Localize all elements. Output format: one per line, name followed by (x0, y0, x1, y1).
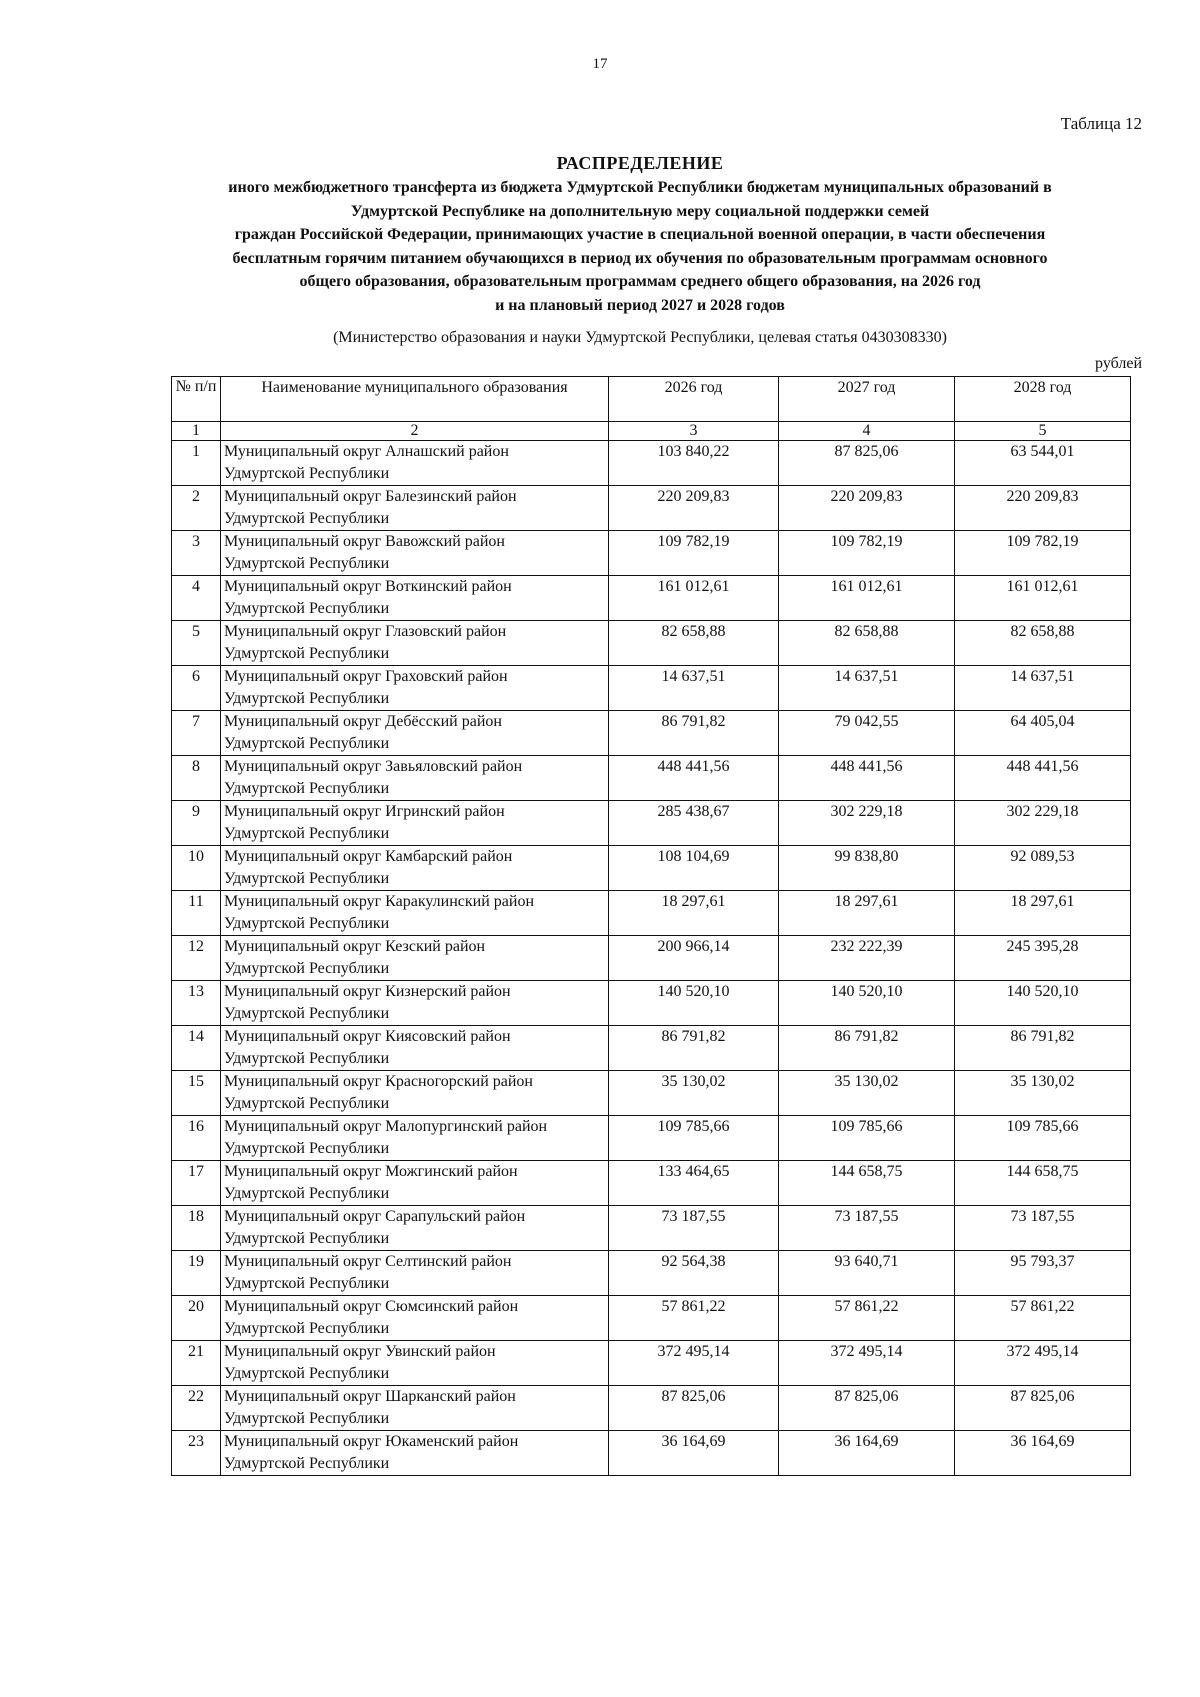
municipality-region-line: Удмуртской Республики (224, 1005, 390, 1022)
municipality-region-line: Удмуртской Республики (224, 735, 390, 752)
municipality-name (221, 666, 609, 711)
table-row (172, 756, 1131, 801)
municipality-name-line: Муниципальный округ Увинский район (224, 1343, 496, 1360)
municipality-region-line: Удмуртской Республики (224, 510, 390, 527)
subtitle-line: общего образования, образовательным программам среднего общего образования, на 2026 год (299, 273, 981, 290)
table-row (172, 891, 1131, 936)
value-2028: 109 782,19 (955, 531, 1131, 576)
table-row (172, 711, 1131, 756)
value-2027: 18 297,61 (779, 891, 955, 936)
row-number: 12 (172, 936, 221, 981)
municipality-name (221, 486, 609, 531)
municipality-name-line: Муниципальный округ Дебёсский район (224, 713, 502, 730)
municipality-name (221, 1431, 609, 1476)
value-2026: 73 187,55 (609, 1206, 779, 1251)
row-number: 19 (172, 1251, 221, 1296)
municipality-name-line: Муниципальный округ Киясовский район (224, 1028, 511, 1045)
value-2027: 87 825,06 (779, 441, 955, 486)
row-number: 14 (172, 1026, 221, 1071)
table-body (172, 441, 1131, 1476)
municipality-region-line: Удмуртской Республики (224, 1230, 390, 1247)
municipality-region-line: Удмуртской Республики (224, 600, 390, 617)
table-header-row (172, 377, 1131, 422)
column-number: 1 (172, 422, 221, 441)
table-row (172, 1386, 1131, 1431)
table-row (172, 621, 1131, 666)
row-number: 8 (172, 756, 221, 801)
row-number: 13 (172, 981, 221, 1026)
municipality-region-line: Удмуртской Республики (224, 465, 390, 482)
municipality-name (221, 981, 609, 1026)
value-2028: 63 544,01 (955, 441, 1131, 486)
value-2027: 372 495,14 (779, 1341, 955, 1386)
municipality-name (221, 1071, 609, 1116)
municipality-name (221, 1116, 609, 1161)
value-2028: 92 089,53 (955, 846, 1131, 891)
municipality-region-line: Удмуртской Республики (224, 915, 390, 932)
value-2026: 140 520,10 (609, 981, 779, 1026)
municipality-name-line: Муниципальный округ Малопургинский район (224, 1118, 548, 1135)
value-2026: 108 104,69 (609, 846, 779, 891)
municipality-region-line: Удмуртской Республики (224, 870, 390, 887)
value-2028: 82 658,88 (955, 621, 1131, 666)
table-row (172, 1071, 1131, 1116)
value-2026: 82 658,88 (609, 621, 779, 666)
value-2026: 14 637,51 (609, 666, 779, 711)
subtitle-line: и на плановый период 2027 и 2028 годов (495, 296, 785, 314)
value-2028: 245 395,28 (955, 936, 1131, 981)
table-row (172, 846, 1131, 891)
row-number: 4 (172, 576, 221, 621)
municipality-name-line: Муниципальный округ Завьяловский район (224, 758, 523, 775)
header-2028: 2028 год (955, 377, 1131, 422)
value-2028: 372 495,14 (955, 1341, 1131, 1386)
value-2027: 87 825,06 (779, 1386, 955, 1431)
row-number: 20 (172, 1296, 221, 1341)
table-row (172, 576, 1131, 621)
value-2026: 87 825,06 (609, 1386, 779, 1431)
municipality-name-line: Муниципальный округ Кизнерский район (224, 983, 511, 1000)
row-number: 23 (172, 1431, 221, 1476)
municipality-name-line: Муниципальный округ Сарапульский район (224, 1208, 526, 1225)
municipality-name-line: Муниципальный округ Шарканский район (224, 1388, 516, 1405)
value-2026: 161 012,61 (609, 576, 779, 621)
value-2028: 144 658,75 (955, 1161, 1131, 1206)
unit-label: рублей (1095, 355, 1142, 372)
row-number: 16 (172, 1116, 221, 1161)
value-2028: 161 012,61 (955, 576, 1131, 621)
municipality-name-line: Муниципальный округ Игринский район (224, 803, 505, 820)
table-row (172, 801, 1131, 846)
value-2027: 99 838,80 (779, 846, 955, 891)
value-2026: 109 785,66 (609, 1116, 779, 1161)
table-row (172, 1251, 1131, 1296)
municipality-name (221, 1251, 609, 1296)
table-label: Таблица 12 (1060, 114, 1142, 133)
row-number: 1 (172, 441, 221, 486)
row-number: 2 (172, 486, 221, 531)
value-2027: 302 229,18 (779, 801, 955, 846)
municipality-region-line: Удмуртской Республики (224, 1455, 390, 1472)
municipality-region-line: Удмуртской Республики (224, 1095, 390, 1112)
municipality-region-line: Удмуртской Республики (224, 1140, 390, 1157)
header-number: № п/п (172, 377, 221, 422)
row-number: 18 (172, 1206, 221, 1251)
row-number: 3 (172, 531, 221, 576)
municipality-name-line: Муниципальный округ Алнашский район (224, 443, 509, 460)
table-row (172, 666, 1131, 711)
municipality-name (221, 891, 609, 936)
value-2027: 36 164,69 (779, 1431, 955, 1476)
value-2028: 36 164,69 (955, 1431, 1131, 1476)
municipality-region-line: Удмуртской Республики (224, 1320, 390, 1337)
municipality-region-line: Удмуртской Республики (224, 1185, 390, 1202)
column-number: 2 (221, 422, 609, 441)
document-note: (Министерство образования и науки Удмуртской Республики, целевая статья 0430308330) (333, 329, 947, 346)
municipality-name-line: Муниципальный округ Камбарский район (224, 848, 513, 865)
row-number: 11 (172, 891, 221, 936)
municipality-name-line: Муниципальный округ Глазовский район (224, 623, 507, 640)
table-row (172, 1206, 1131, 1251)
row-number: 15 (172, 1071, 221, 1116)
municipality-name (221, 1296, 609, 1341)
value-2027: 109 782,19 (779, 531, 955, 576)
value-2028: 35 130,02 (955, 1071, 1131, 1116)
municipality-name-line: Муниципальный округ Юкаменский район (224, 1433, 519, 1450)
header-2027: 2027 год (779, 377, 955, 422)
row-number: 7 (172, 711, 221, 756)
municipality-name-line: Муниципальный округ Красногорский район (224, 1073, 533, 1090)
table-row (172, 531, 1131, 576)
table-row (172, 1431, 1131, 1476)
municipality-region-line: Удмуртской Республики (224, 780, 390, 797)
municipality-name (221, 936, 609, 981)
municipality-region-line: Удмуртской Республики (224, 1410, 390, 1427)
municipality-name (221, 621, 609, 666)
value-2027: 86 791,82 (779, 1026, 955, 1071)
table-row (172, 441, 1131, 486)
table-row (172, 1161, 1131, 1206)
value-2027: 232 222,39 (779, 936, 955, 981)
subtitle-line: граждан Российской Федерации, принимающих участие в специальной военной операции, в части обеспечения (234, 226, 1046, 243)
row-number: 22 (172, 1386, 221, 1431)
column-number-row (172, 422, 1131, 441)
municipality-region-line: Удмуртской Республики (224, 555, 390, 572)
row-number: 21 (172, 1341, 221, 1386)
table-row (172, 1296, 1131, 1341)
value-2027: 57 861,22 (779, 1296, 955, 1341)
municipality-name-line: Муниципальный округ Вавожский район (224, 533, 505, 550)
value-2027: 14 637,51 (779, 666, 955, 711)
municipality-name-line: Муниципальный округ Сюмсинский район (224, 1298, 519, 1315)
municipality-region-line: Удмуртской Республики (224, 645, 390, 662)
value-2028: 57 861,22 (955, 1296, 1131, 1341)
value-2027: 161 012,61 (779, 576, 955, 621)
subtitle-line: бесплатным горячим питанием обучающихся в период их обучения по образовательным программам основного (232, 249, 1048, 267)
value-2028: 448 441,56 (955, 756, 1131, 801)
value-2027: 109 785,66 (779, 1116, 955, 1161)
municipality-region-line: Удмуртской Республики (224, 960, 390, 977)
page-number: 17 (592, 56, 608, 72)
subtitle-line: Удмуртской Республике на дополнительную меру социальной поддержки семей (350, 202, 930, 220)
municipality-name-line: Муниципальный округ Балезинский район (224, 488, 517, 505)
row-number: 10 (172, 846, 221, 891)
value-2026: 220 209,83 (609, 486, 779, 531)
municipality-name (221, 1206, 609, 1251)
value-2026: 86 791,82 (609, 1026, 779, 1071)
value-2028: 140 520,10 (955, 981, 1131, 1026)
municipality-name (221, 1341, 609, 1386)
value-2027: 448 441,56 (779, 756, 955, 801)
column-number: 5 (955, 422, 1131, 441)
value-2028: 302 229,18 (955, 801, 1131, 846)
value-2026: 35 130,02 (609, 1071, 779, 1116)
value-2026: 372 495,14 (609, 1341, 779, 1386)
table-row (172, 981, 1131, 1026)
municipality-name (221, 711, 609, 756)
table-row (172, 936, 1131, 981)
municipality-name (221, 441, 609, 486)
header-name: Наименование муниципального образования (221, 377, 609, 422)
value-2027: 144 658,75 (779, 1161, 955, 1206)
municipality-region-line: Удмуртской Республики (224, 1365, 390, 1382)
header-2026: 2026 год (609, 377, 779, 422)
value-2026: 103 840,22 (609, 441, 779, 486)
value-2028: 18 297,61 (955, 891, 1131, 936)
municipality-region-line: Удмуртской Республики (224, 690, 390, 707)
column-number: 3 (609, 422, 779, 441)
value-2028: 73 187,55 (955, 1206, 1131, 1251)
municipality-name (221, 756, 609, 801)
municipality-name-line: Муниципальный округ Каракулинский район (224, 893, 535, 910)
value-2028: 87 825,06 (955, 1386, 1131, 1431)
municipality-region-line: Удмуртской Республики (224, 1050, 390, 1067)
value-2026: 92 564,38 (609, 1251, 779, 1296)
subtitle-line: иного межбюджетного трансферта из бюджета Удмуртской Республики бюджетам муниципальных образований в (228, 179, 1052, 196)
row-number: 9 (172, 801, 221, 846)
value-2026: 86 791,82 (609, 711, 779, 756)
value-2026: 18 297,61 (609, 891, 779, 936)
title-block (150, 150, 1130, 349)
value-2027: 82 658,88 (779, 621, 955, 666)
value-2026: 200 966,14 (609, 936, 779, 981)
value-2028: 109 785,66 (955, 1116, 1131, 1161)
table-row (172, 1341, 1131, 1386)
municipality-name (221, 1026, 609, 1071)
row-number: 5 (172, 621, 221, 666)
table-row (172, 1026, 1131, 1071)
municipality-name-line: Муниципальный округ Селтинский район (224, 1253, 512, 1270)
municipality-name (221, 1386, 609, 1431)
value-2027: 79 042,55 (779, 711, 955, 756)
value-2026: 109 782,19 (609, 531, 779, 576)
value-2027: 73 187,55 (779, 1206, 955, 1251)
municipality-name (221, 1161, 609, 1206)
municipality-name-line: Муниципальный округ Граховский район (224, 668, 508, 685)
document-title: РАСПРЕДЕЛЕНИЕ (556, 153, 724, 173)
row-number: 17 (172, 1161, 221, 1206)
municipality-name (221, 801, 609, 846)
value-2027: 220 209,83 (779, 486, 955, 531)
municipality-name-line: Муниципальный округ Воткинский район (224, 578, 512, 595)
table-row (172, 1116, 1131, 1161)
value-2028: 220 209,83 (955, 486, 1131, 531)
municipality-name (221, 531, 609, 576)
value-2028: 64 405,04 (955, 711, 1131, 756)
value-2026: 448 441,56 (609, 756, 779, 801)
municipality-region-line: Удмуртской Республики (224, 1275, 390, 1292)
value-2026: 285 438,67 (609, 801, 779, 846)
value-2027: 140 520,10 (779, 981, 955, 1026)
value-2026: 133 464,65 (609, 1161, 779, 1206)
municipality-name-line: Муниципальный округ Можгинский район (224, 1163, 518, 1180)
value-2027: 35 130,02 (779, 1071, 955, 1116)
column-number: 4 (779, 422, 955, 441)
table-row (172, 486, 1131, 531)
municipality-name (221, 846, 609, 891)
municipality-region-line: Удмуртской Республики (224, 825, 390, 842)
value-2028: 95 793,37 (955, 1251, 1131, 1296)
value-2027: 93 640,71 (779, 1251, 955, 1296)
distribution-table (171, 376, 1131, 1476)
municipality-name (221, 576, 609, 621)
row-number: 6 (172, 666, 221, 711)
value-2028: 86 791,82 (955, 1026, 1131, 1071)
value-2026: 36 164,69 (609, 1431, 779, 1476)
value-2026: 57 861,22 (609, 1296, 779, 1341)
value-2028: 14 637,51 (955, 666, 1131, 711)
municipality-name-line: Муниципальный округ Кезский район (224, 938, 486, 955)
document-subtitle (150, 176, 1130, 317)
